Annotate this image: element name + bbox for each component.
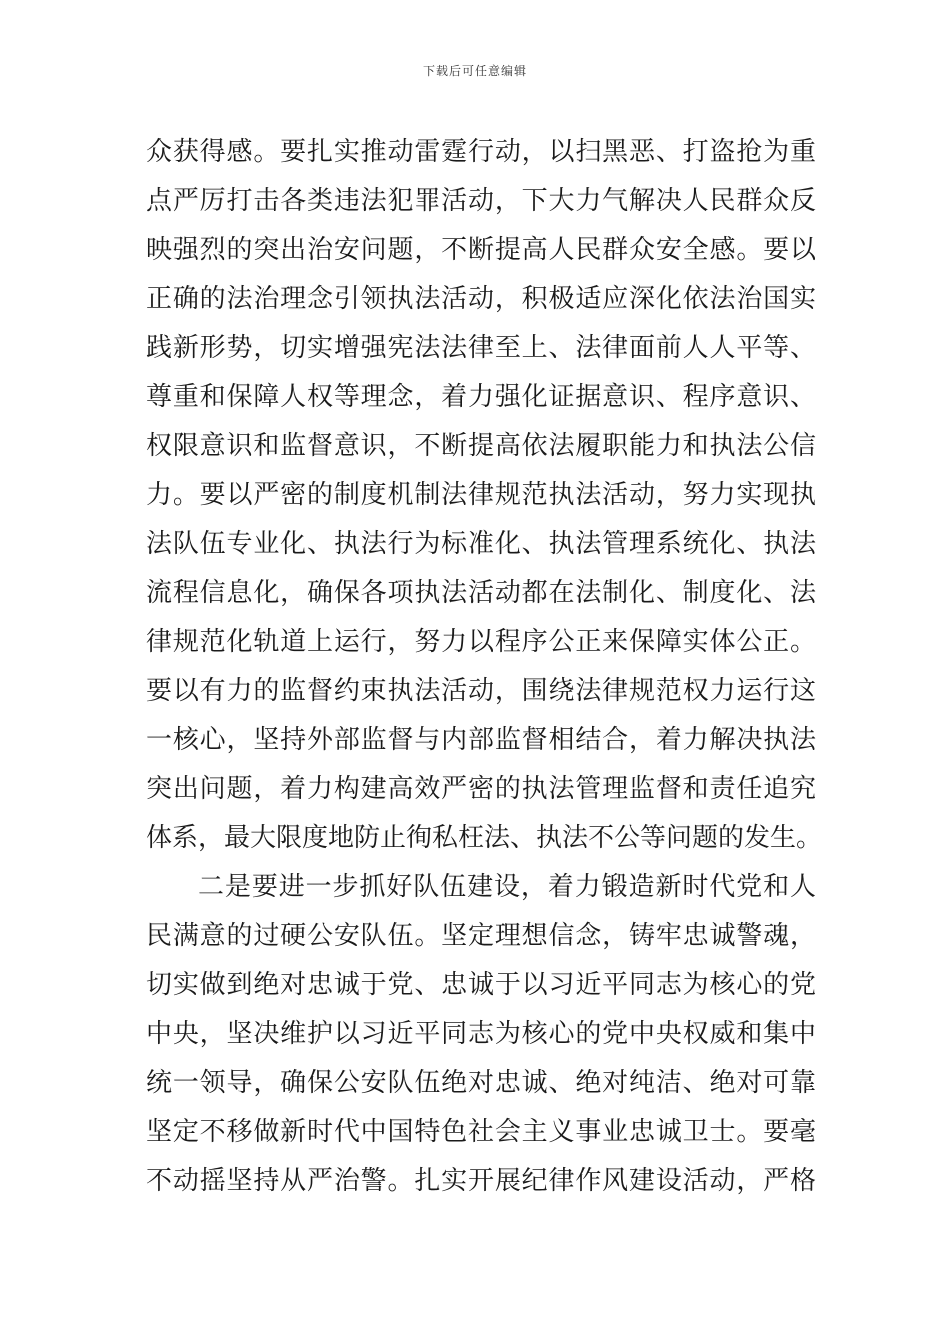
text-line: 点严厉打击各类违法犯罪活动，下大力气解决人民群众反 xyxy=(146,186,816,216)
text-line: 践新形势，切实增强宪法法律至上、法律面前人人平等、 xyxy=(146,333,816,363)
text-line: 突出问题，着力构建高效严密的执法管理监督和责任追究 xyxy=(146,774,816,804)
paragraph-1 xyxy=(146,128,823,863)
text-line: 统一领导，确保公安队伍绝对忠诚、绝对纯洁、绝对可靠 xyxy=(146,1068,816,1098)
text-line: 法队伍专业化、执法行为标准化、执法管理系统化、执法 xyxy=(146,529,816,559)
document-body xyxy=(146,128,823,1206)
text-line: 民满意的过硬公安队伍。坚定理想信念，铸牢忠诚警魂， xyxy=(146,921,816,951)
text-line: 尊重和保障人权等理念，着力强化证据意识、程序意识、 xyxy=(146,382,816,412)
text-line: 二是要进一步抓好队伍建设，着力锻造新时代党和人 xyxy=(198,872,816,902)
text-line: 不动摇坚持从严治警。扎实开展纪律作风建设活动，严格 xyxy=(146,1166,816,1196)
text-line: 体系，最大限度地防止徇私枉法、执法不公等问题的发生。 xyxy=(146,823,823,853)
page-header: 下载后可任意编辑 xyxy=(422,64,527,78)
text-line: 力。要以严密的制度机制法律规范执法活动，努力实现执 xyxy=(146,480,816,510)
text-line: 权限意识和监督意识，不断提高依法履职能力和执法公信 xyxy=(146,431,816,461)
text-line: 众获得感。要扎实推动雷霆行动，以扫黑恶、打盗抢为重 xyxy=(146,137,816,167)
text-line: 映强烈的突出治安问题，不断提高人民群众安全感。要以 xyxy=(146,235,816,265)
text-line: 律规范化轨道上运行，努力以程序公正来保障实体公正。 xyxy=(146,627,816,657)
paragraph-2 xyxy=(146,863,816,1206)
text-line: 正确的法治理念引领执法活动，积极适应深化依法治国实 xyxy=(146,284,816,314)
text-line: 一核心，坚持外部监督与内部监督相结合，着力解决执法 xyxy=(146,725,816,755)
text-line: 坚定不移做新时代中国特色社会主义事业忠诚卫士。要毫 xyxy=(146,1117,816,1147)
text-line: 切实做到绝对忠诚于党、忠诚于以习近平同志为核心的党 xyxy=(146,970,816,1000)
text-line: 流程信息化，确保各项执法活动都在法制化、制度化、法 xyxy=(146,578,816,608)
text-line: 要以有力的监督约束执法活动，围绕法律规范权力运行这 xyxy=(146,676,816,706)
text-line: 中央，坚决维护以习近平同志为核心的党中央权威和集中 xyxy=(146,1019,816,1049)
